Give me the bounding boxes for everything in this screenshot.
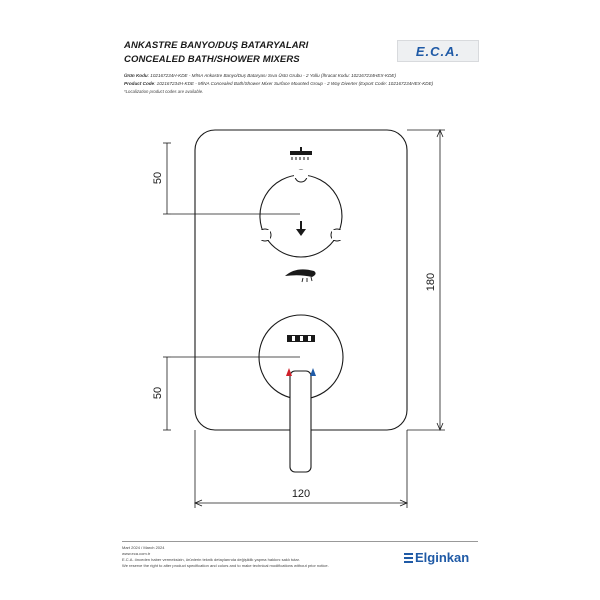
title-tr: ANKASTRE BANYO/DUŞ BATARYALARI	[124, 40, 309, 51]
dim-total-height: 180	[425, 272, 437, 292]
title-en: CONCEALED BATH/SHOWER MIXERS	[124, 54, 300, 65]
hot-indicator-icon	[286, 368, 292, 376]
footer-url[interactable]: www.eca.com.tr	[122, 551, 151, 556]
diverter-knob	[260, 175, 342, 257]
elginkan-logo-text: Elginkan	[415, 550, 470, 565]
product-code-en-label: Product Code	[124, 81, 155, 86]
footer-date: Mart 2024 / March 2024	[122, 545, 165, 550]
arrow-down-icon	[296, 221, 306, 236]
product-code-tr-text: : 102167234H-KDE - MİNA Ankastre Banyo/Duş Bataryası Sıva Üstü Grubu - 2 Yollu (İhracat Kodu: 102167234HEX-KDE)	[147, 73, 397, 78]
eca-knob-logo	[287, 335, 315, 342]
footer-divider	[122, 541, 478, 542]
product-code-tr-label: Ürün Kodu	[124, 73, 148, 78]
overhead-shower-icon	[290, 147, 312, 160]
hand-shower-icon	[285, 269, 316, 282]
eca-logo-text: E.C.A.	[415, 43, 461, 59]
footer-disclaimer-en: We reserve the right to alter product specification and colors and to make technical modifications without prior notice.	[122, 563, 329, 568]
mixer-lever	[290, 371, 311, 472]
dim-bottom-height: 50	[152, 386, 164, 400]
cold-indicator-icon	[310, 368, 316, 376]
dim-top-height: 50	[152, 171, 164, 185]
elginkan-logo	[404, 550, 469, 565]
elginkan-mark-icon	[404, 553, 413, 563]
localization-note: *Localization product codes are available.	[124, 89, 204, 94]
product-code-en-text: : 102167234H-KDE - MİNA Concealed Bath/Shower Mixer Surface Mounted Group - 2 Way Diverter (Export Code: 102167234HEX-KDE)	[154, 81, 434, 86]
footer-disclaimer-tr: E.C.A. önceden haber vermeksizin, ürünlerin teknik detaylarında değişiklik yapma hakkını saklı tutar.	[122, 557, 300, 562]
dim-width: 120	[291, 488, 311, 500]
